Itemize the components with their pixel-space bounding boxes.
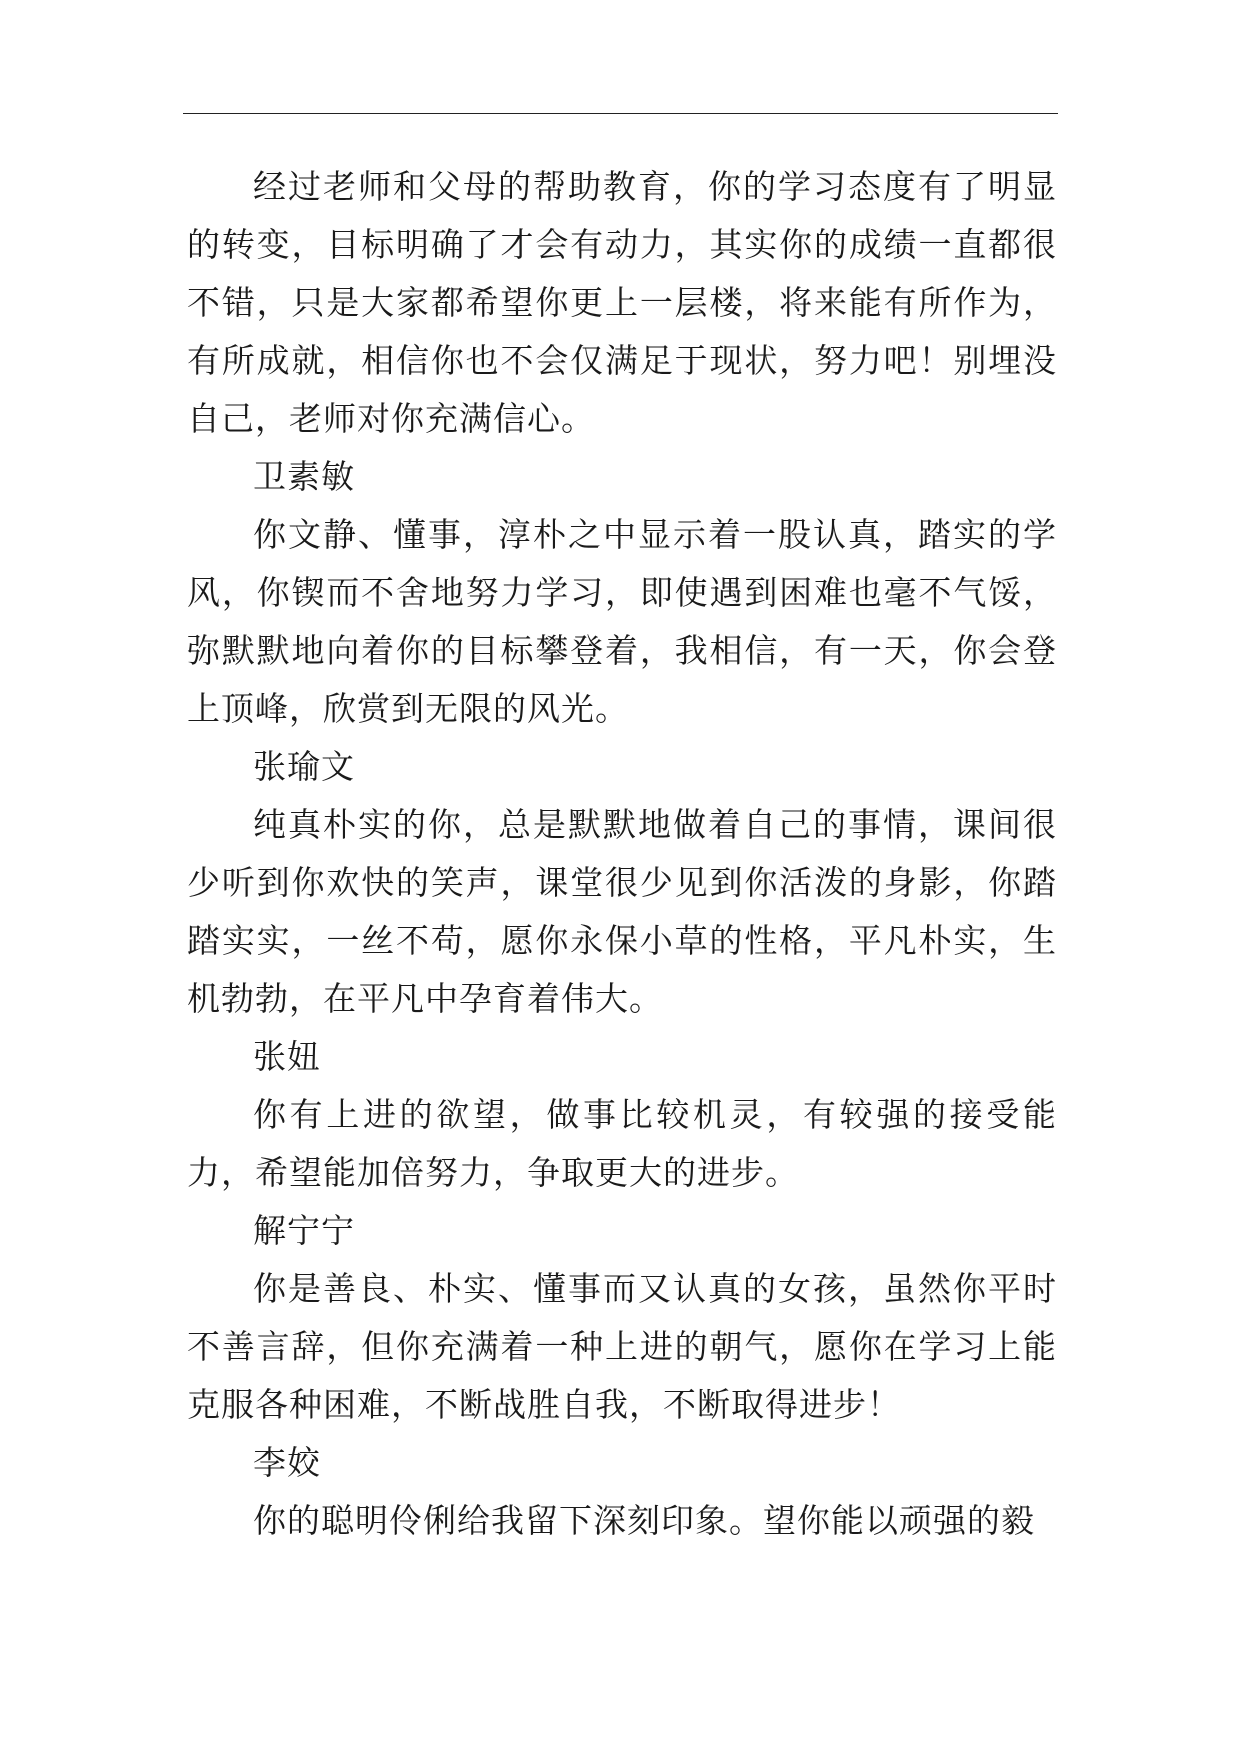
student-name: 张妞 [253,1037,321,1076]
comment-paragraph: 你有上进的欲望，做事比较机灵，有较强的接受能力，希望能加倍努力，争取更大的进步。 [187,1095,1057,1192]
comment-paragraph: 你文静、懂事，淳朴之中显示着一股认真，踏实的学风，你锲而不舍地努力学习，即使遇到困难也毫不气馁，弥默默地向着你的目标攀登着，我相信，有一天，你会登上顶峰，欣赏到无限的风光。 [187,515,1057,728]
student-name: 卫素敏 [253,457,355,496]
header-rule [183,113,1058,114]
student-name: 李姣 [253,1443,321,1482]
student-name: 张瑜文 [253,747,355,786]
comment-paragraph: 你的聪明伶俐给我留下深刻印象。望你能以顽强的毅 [253,1501,1035,1540]
student-name: 解宁宁 [253,1211,355,1250]
document-body [187,158,1057,1550]
comment-paragraph: 经过老师和父母的帮助教育，你的学习态度有了明显的转变，目标明确了才会有动力，其实你的成绩一直都很不错，只是大家都希望你更上一层楼，将来能有所作为，有所成就，相信你也不会仅满足于现状，努力吧！别埋没自己，老师对你充满信心。 [187,167,1057,438]
comment-paragraph: 你是善良、朴实、懂事而又认真的女孩，虽然你平时不善言辞，但你充满着一种上进的朝气，愿你在学习上能克服各种困难，不断战胜自我，不断取得进步！ [187,1269,1057,1424]
comment-paragraph: 纯真朴实的你，总是默默地做着自己的事情，课间很少听到你欢快的笑声，课堂很少见到你活泼的身影，你踏踏实实，一丝不苟，愿你永保小草的性格，平凡朴实，生机勃勃，在平凡中孕育着伟大。 [187,805,1057,1018]
